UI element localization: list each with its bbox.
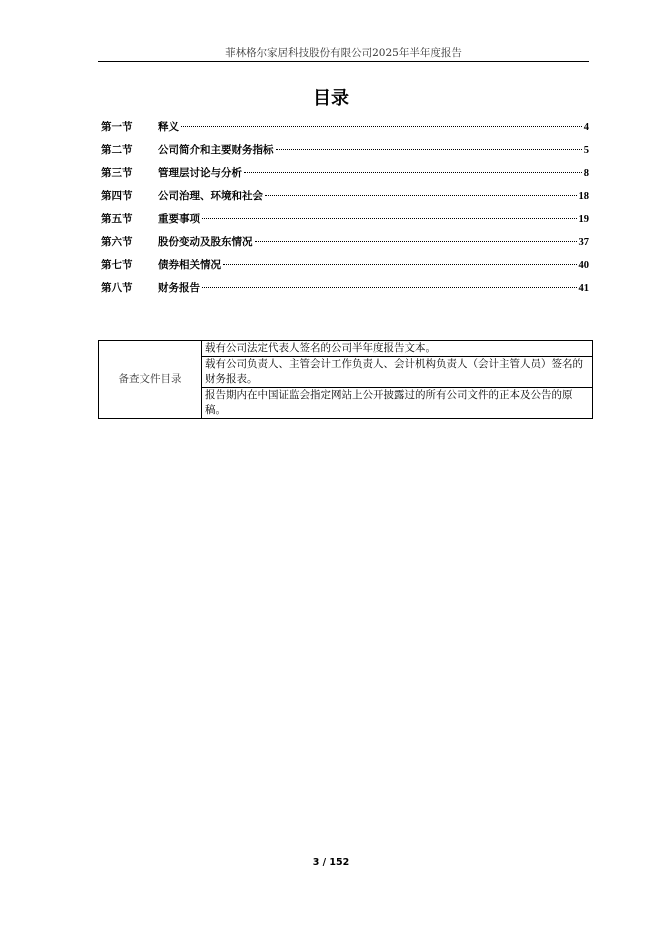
toc-entry[interactable] (101, 119, 589, 142)
toc-section-name: 股份变动及股东情况 (158, 236, 253, 248)
toc-section-name: 管理层讨论与分析 (158, 167, 242, 179)
toc-entry[interactable] (101, 188, 589, 211)
toc-section-number: 第一节 (101, 121, 133, 133)
toc-title: 目录 (313, 88, 349, 109)
toc-page-number: 37 (578, 237, 589, 248)
toc-leader-dots (244, 172, 582, 173)
toc-section-number: 第八节 (101, 282, 133, 294)
toc-entry[interactable] (101, 280, 589, 303)
toc-leader-dots (202, 287, 577, 288)
toc-section-name: 债券相关情况 (158, 259, 221, 271)
toc-section-number: 第三节 (101, 167, 133, 179)
toc-leader-dots (265, 195, 577, 196)
reference-document-item: 载有公司负责人、主管会计工作负责人、会计机构负责人（会计主管人员）签名的财务报表。 (202, 357, 593, 388)
page-number: 3 / 152 (312, 857, 350, 868)
toc-section-name: 公司简介和主要财务指标 (158, 144, 274, 156)
toc-leader-dots (202, 218, 577, 219)
header-rule (98, 61, 589, 62)
toc-section-name: 公司治理、环境和社会 (158, 190, 263, 202)
toc-section-number: 第二节 (101, 144, 133, 156)
toc-leader-dots (181, 126, 582, 127)
toc-entry[interactable] (101, 257, 589, 280)
toc-section-number: 第五节 (101, 213, 133, 225)
toc-entry[interactable] (101, 234, 589, 257)
reference-document-item: 报告期内在中国证监会指定网站上公开披露过的所有公司文件的正本及公告的原稿。 (202, 388, 593, 419)
toc-section-number: 第四节 (101, 190, 133, 202)
reference-document-item: 载有公司法定代表人签名的公司半年度报告文本。 (202, 341, 593, 357)
reference-documents-table (98, 340, 593, 419)
toc-page-number: 4 (583, 122, 589, 133)
toc-leader-dots (276, 149, 582, 150)
toc-section-name: 财务报告 (158, 282, 200, 294)
table-row (99, 341, 593, 357)
toc-page-number: 41 (578, 283, 589, 294)
table-of-contents (101, 119, 589, 303)
toc-section-number: 第六节 (101, 236, 133, 248)
toc-page-number: 8 (583, 168, 589, 179)
toc-entry[interactable] (101, 211, 589, 234)
toc-leader-dots (255, 241, 577, 242)
toc-page-number: 18 (578, 191, 589, 202)
toc-section-name: 释义 (158, 121, 179, 133)
reference-documents-label: 备查文件目录 (99, 341, 202, 419)
toc-leader-dots (223, 264, 577, 265)
toc-entry[interactable] (101, 142, 589, 165)
toc-entry[interactable] (101, 165, 589, 188)
page-header: 菲林格尔家居科技股份有限公司2025年半年度报告 (225, 47, 462, 59)
toc-page-number: 5 (583, 145, 589, 156)
toc-page-number: 19 (578, 214, 589, 225)
toc-section-name: 重要事项 (158, 213, 200, 225)
toc-page-number: 40 (578, 260, 589, 271)
toc-section-number: 第七节 (101, 259, 133, 271)
